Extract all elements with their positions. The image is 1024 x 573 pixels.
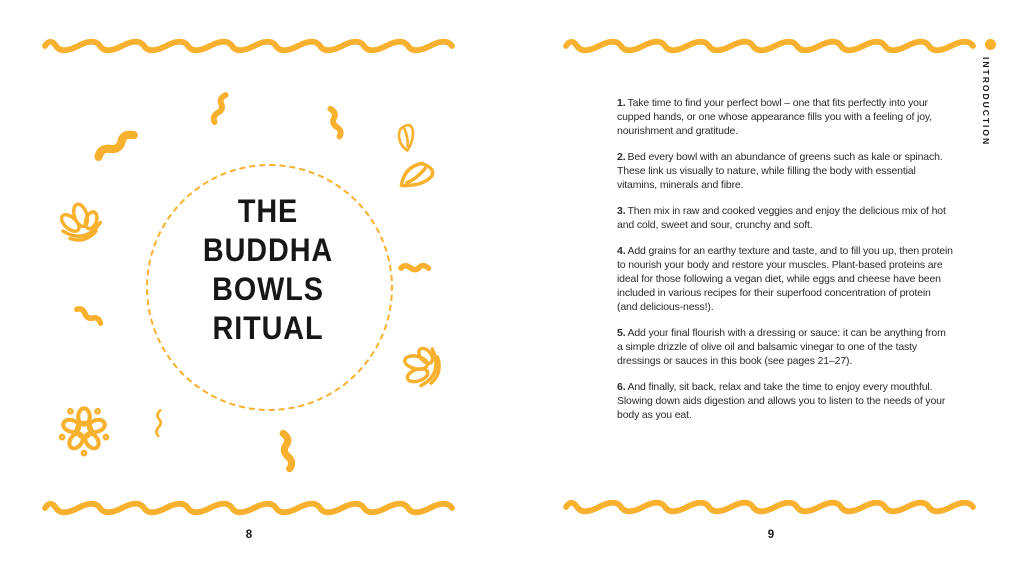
step-item (617, 326, 953, 368)
step-number: 2. (617, 151, 626, 163)
leaf-icon (390, 116, 422, 154)
step-number: 6. (617, 381, 626, 393)
squiggle-icon (69, 301, 107, 334)
squiggle-icon (320, 105, 347, 142)
step-item (617, 380, 953, 422)
squiggle-icon (150, 407, 171, 439)
step-item (617, 204, 953, 232)
title-line: RITUAL (212, 310, 324, 346)
title-line: THE (237, 193, 299, 229)
wavy-border-bottom-right-icon (563, 498, 977, 516)
step-text: Take time to find your perfect bowl – one that fits perfectly into your cupped hands, or one whose appearance fills you with a feeling of joy, nourishment and gratitude. (617, 97, 933, 137)
step-text: Add grains for an earthy texture and taste, and to fill you up, then protein to nourish your body and restore your muscles. Plant-based proteins are ideal for those following a vegan diet, while eggs and cheese have been included in various recipes for their superfood concentration of protein (and delicious-ness!). (617, 245, 953, 313)
squiggle-icon (91, 122, 145, 175)
wavy-border-top-left-icon (42, 37, 456, 55)
squiggle-icon (397, 256, 432, 283)
step-number: 5. (617, 327, 626, 339)
squiggle-icon (272, 426, 296, 476)
step-text: Then mix in raw and cooked veggies and enjoy the delicious mix of hot and cold, sweet and sour, crunchy and soft. (617, 205, 946, 231)
step-item (617, 150, 953, 192)
step-number: 4. (617, 245, 626, 257)
wavy-border-bottom-left-icon (42, 499, 456, 517)
step-item (617, 96, 953, 138)
section-label: INTRODUCTION (981, 57, 991, 147)
ritual-steps (617, 96, 953, 434)
section-dot-icon (985, 39, 996, 50)
title-line: BOWLS (212, 271, 324, 307)
flower-icon (58, 404, 110, 456)
step-text: Bed every bowl with an abundance of greens such as kale or spinach. These link us visually to nature, while filling the body with essential vitamins, minerals and fibre. (617, 151, 943, 191)
squiggle-icon (209, 90, 236, 127)
lotus-icon (393, 336, 454, 396)
step-text: And finally, sit back, relax and take the time to enjoy every mouthful. Slowing down aids digestion and allows you to listen to the needs of your body as you eat. (617, 381, 946, 421)
wavy-border-top-right-icon (563, 37, 977, 55)
lotus-icon (54, 196, 107, 249)
page-number-right: 9 (767, 529, 775, 541)
title-line: BUDDHA (202, 232, 334, 268)
leaf-icon (395, 158, 444, 191)
page-number-left: 8 (245, 529, 253, 541)
step-number: 1. (617, 97, 626, 109)
step-text: Add your final flourish with a dressing or sauce: it can be anything from a simple drizzle of olive oil and balsamic vinegar to one of the tasty dressings or sauces in this book (see pages 21–27). (617, 327, 946, 367)
step-item (617, 244, 953, 314)
page-title (138, 192, 397, 348)
step-number: 3. (617, 205, 626, 217)
